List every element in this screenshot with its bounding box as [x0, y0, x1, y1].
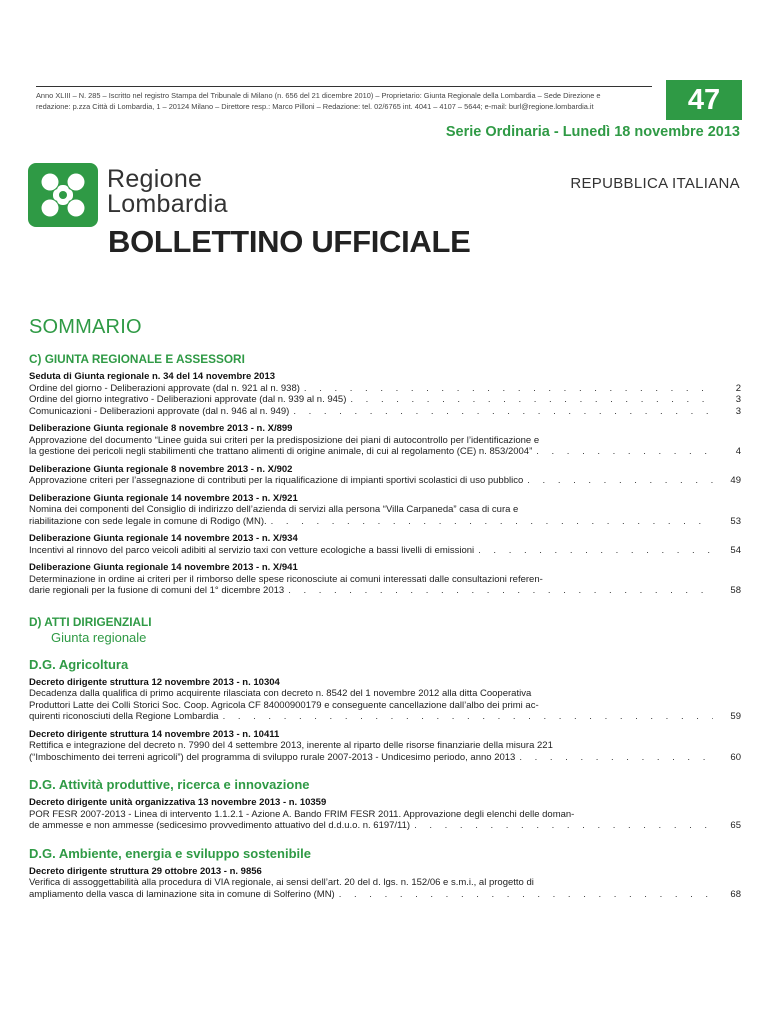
- repubblica-italiana-label: REPUBBLICA ITALIANA: [570, 175, 740, 192]
- toc-line: [29, 394, 741, 406]
- toc-line-text: de ammesse e non ammesse (sedicesimo provvedimento attuativo del d.d.u.o. n. 6197/11): [29, 820, 411, 831]
- serie-date: Serie Ordinaria - Lunedì 18 novembre 2013: [445, 124, 740, 140]
- toc-line-text: riabilitazione con sede legale in comune di Rodigo (MN).: [29, 515, 267, 527]
- page-number: 65: [730, 820, 741, 831]
- page-number: 54: [730, 544, 741, 556]
- page-number: 3: [735, 405, 741, 417]
- dg-ambiente-heading: D.G. Ambiente, energia e sviluppo sostenibile: [29, 845, 311, 861]
- sommario-heading: SOMMARIO: [29, 316, 142, 338]
- toc-line-text: Verifica di assoggettabilità alla procedura di VIA regionale, ai sensi dell’art. 20 del d. lgs. n. 152/06 e s.m.i., al progetto di: [29, 877, 534, 888]
- toc-entry[interactable]: [29, 493, 741, 528]
- toc-line-text: Ordine del giorno - Deliberazioni approvate (dal n. 921 al n. 938): [29, 382, 300, 394]
- dg-attivita-produttive-heading: D.G. Attività produttive, ricerca e innovazione: [29, 777, 310, 792]
- toc-line: [29, 516, 741, 528]
- toc-entry-title: Deliberazione Giunta regionale 8 novembre 2013 - n. X/899: [29, 423, 293, 434]
- toc-line: [29, 711, 741, 723]
- dot-leader: [293, 406, 713, 418]
- page-number: 58: [730, 585, 741, 596]
- toc-line: [29, 574, 741, 586]
- toc-line-text: Approvazione criteri per l’assegnazione di contributi per la riqualificazione di impianti sportivi scolastici di uso pubblico: [29, 475, 524, 486]
- toc-entry-title: Deliberazione Giunta regionale 8 novembre 2013 - n. X/902: [29, 463, 293, 475]
- toc-entry[interactable]: [29, 371, 741, 417]
- dot-leader: [519, 752, 713, 764]
- toc-line: [29, 504, 741, 516]
- toc-entry[interactable]: [29, 423, 741, 458]
- toc-line-text: POR FESR 2007-2013 - Linea di intervento 1.1.2.1 - Azione A. Bando FRIM FESR 2011. Approvazione degli elenchi delle doman-: [29, 808, 575, 820]
- toc-line: [29, 809, 741, 821]
- section-c-heading: C) GIUNTA REGIONALE E ASSESSORI: [29, 352, 245, 366]
- toc-line-text: Approvazione del documento “Linee guida sui criteri per la predisposizione dei piani di autocontrollo per l’identificazione e: [29, 434, 540, 446]
- toc-line: [29, 545, 741, 557]
- toc-entry[interactable]: [29, 866, 741, 901]
- toc-line-text: quirenti riconosciuti della Regione Lombardia: [29, 711, 219, 722]
- issue-number-badge: 47: [666, 80, 742, 120]
- toc-line-text: Rettifica e integrazione del decreto n. 7990 del 4 settembre 2013, inerente al riparto delle risorse finanziarie della misura 221: [29, 740, 553, 751]
- toc-line-text: Nomina dei componenti del Consiglio di indirizzo dell’azienda di servizi alla persona “Villa Carpaneda” casa di cura e: [29, 504, 519, 515]
- publication-info: [36, 86, 652, 112]
- page-number: 60: [730, 751, 741, 763]
- bulletin-title: BOLLETTINO UFFICIALE: [108, 224, 471, 259]
- toc-entry-title: Decreto dirigente unità organizzativa 13 novembre 2013 - n. 10359: [29, 797, 327, 808]
- toc-line: [29, 752, 741, 764]
- dot-leader: [414, 820, 713, 832]
- toc-line: [29, 383, 741, 395]
- publication-info-line-1: Anno XLIII – N. 285 – Iscritto nel registro Stampa del Tribunale di Milano (n. 656 del 21 dicembre 2010) – Proprietario: Giunta Regionale della Lombardia – Sede Direzione e: [36, 91, 601, 100]
- toc-line-text: ampliamento della vasca di laminazione sita in comune di Solferino (MN): [29, 888, 335, 900]
- toc-line-text: la gestione dei pericoli negli stabilimenti che trattano alimenti di origine animale, di cui al regolamento (CE) n. 853/2004”: [29, 446, 533, 457]
- page-number: 59: [730, 711, 741, 722]
- toc-entry[interactable]: [29, 677, 741, 723]
- toc-entry-title: Seduta di Giunta regionale n. 34 del 14 novembre 2013: [29, 371, 276, 382]
- logo-wordmark-regione: Regione: [107, 165, 203, 193]
- dot-leader: [527, 475, 713, 487]
- dot-leader: [288, 585, 713, 597]
- toc-entry-title: Deliberazione Giunta regionale 14 novembre 2013 - n. X/934: [29, 533, 298, 544]
- dot-leader: [223, 711, 713, 723]
- page-number: 68: [730, 888, 741, 900]
- dot-leader: [478, 545, 713, 557]
- toc-line: [29, 585, 741, 597]
- section-d-subheading: Giunta regionale: [51, 629, 147, 645]
- page-number: 2: [735, 382, 741, 394]
- toc-line: [29, 435, 741, 447]
- page-number: 3: [735, 394, 741, 405]
- page-number: 53: [730, 515, 741, 527]
- toc-line-text: (“Imboschimento dei terreni agricoli”) del programma di sviluppo rurale 2007-2013 - Undicesimo periodo, anno 2013: [29, 751, 516, 763]
- toc-entry[interactable]: [29, 797, 741, 832]
- page-number: 4: [735, 446, 741, 457]
- toc-entry-title: Deliberazione Giunta regionale 14 novembre 2013 - n. X/941: [29, 562, 298, 573]
- toc-line-text: Determinazione in ordine ai criteri per il rimborso delle spese riconosciute ai comuni interessati dalle consultazioni referen-: [29, 573, 543, 585]
- toc-entry[interactable]: [29, 729, 741, 764]
- page-number: 49: [730, 475, 741, 486]
- toc-line-text: Ordine del giorno integrativo - Deliberazioni approvate (dal n. 939 al n. 945): [29, 394, 347, 405]
- dot-leader: [350, 394, 713, 406]
- toc-line-text: Comunicazioni - Deliberazioni approvate (dal n. 946 al n. 949): [29, 405, 290, 417]
- toc-entry[interactable]: [29, 464, 741, 487]
- toc-line: [29, 877, 741, 889]
- regione-lombardia-logo-icon: [28, 163, 98, 227]
- toc-entry-title: Decreto dirigente struttura 12 novembre 2013 - n. 10304: [29, 676, 280, 688]
- toc-entry-title: Deliberazione Giunta regionale 14 novembre 2013 - n. X/921: [29, 492, 298, 504]
- toc-line-text: Decadenza dalla qualifica di primo acquirente rilasciata con decreto n. 8542 del 1 novembre 2012 alla ditta Cooperativa: [29, 688, 532, 699]
- dot-leader: [271, 516, 713, 528]
- section-d-heading: D) ATTI DIRIGENZIALI: [29, 614, 152, 629]
- dot-leader: [304, 383, 713, 395]
- dot-leader: [339, 889, 713, 901]
- toc-line-text: Produttori Latte dei Colli Storici Soc. Coop. Agricola CF 84000900179 e conseguente cancellazione dall’albo dei primi ac-: [29, 699, 539, 711]
- toc-line: [29, 475, 741, 487]
- toc-entry[interactable]: [29, 562, 741, 597]
- logo-wordmark: [107, 167, 228, 217]
- toc-entry-title: Decreto dirigente struttura 14 novembre 2013 - n. 10411: [29, 728, 280, 740]
- toc-entry[interactable]: [29, 533, 741, 556]
- dot-leader: [536, 446, 713, 458]
- publication-info-line-2: redazione: p.zza Città di Lombardia, 1 – 20124 Milano – Direttore resp.: Marco Pilloni – Redazione: tel. 02/6765 int. 4041 – 4107 – 5644; e-mail: burl@regione.lombardia.it: [36, 102, 594, 111]
- toc-line: [29, 688, 741, 700]
- toc-line-text: darie regionali per la fusione di comuni del 1° dicembre 2013: [29, 585, 285, 596]
- toc-line-text: Incentivi al rinnovo del parco veicoli adibiti al servizio taxi con vetture ecologiche a bassi livelli di emissioni: [29, 544, 475, 556]
- toc-line: [29, 446, 741, 458]
- toc-line: [29, 740, 741, 752]
- toc-line: [29, 700, 741, 712]
- dg-agricoltura-heading: D.G. Agricoltura: [29, 656, 129, 672]
- toc-line: [29, 406, 741, 418]
- toc-line: [29, 889, 741, 901]
- toc-line: [29, 820, 741, 832]
- table-of-contents: [29, 352, 741, 900]
- toc-entry-title: Decreto dirigente struttura 29 ottobre 2013 - n. 9856: [29, 865, 262, 877]
- logo-wordmark-lombardia: Lombardia: [107, 190, 228, 218]
